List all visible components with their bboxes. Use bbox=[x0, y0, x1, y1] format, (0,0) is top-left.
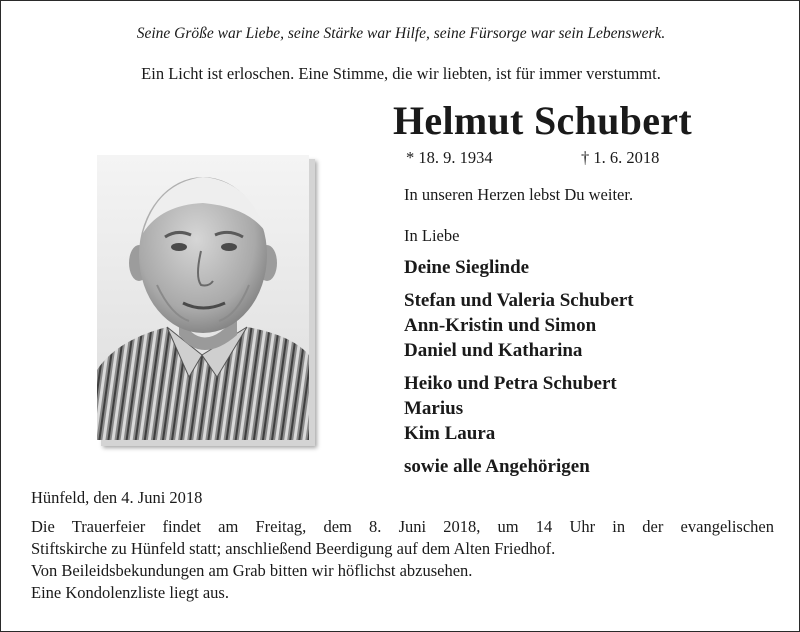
mourner-group bbox=[404, 371, 634, 446]
mourner-name: Deine Sieglinde bbox=[404, 257, 530, 278]
mourner-group bbox=[404, 454, 634, 479]
place-and-date: Hünfeld, den 4. Juni 2018 bbox=[31, 488, 203, 507]
mourner-name: Kim Laura bbox=[404, 423, 496, 444]
mourner-name: Daniel und Katharina bbox=[404, 340, 583, 361]
funeral-details bbox=[31, 516, 774, 604]
funeral-details-line: Stiftskirche zu Hünfeld statt; anschließend Beerdigung auf dem Alten Friedhof. bbox=[31, 539, 556, 558]
in-love-label: In Liebe bbox=[404, 226, 460, 245]
funeral-details-line: Eine Kondolenzliste liegt aus. bbox=[31, 583, 229, 602]
mourner-group bbox=[404, 288, 634, 363]
motto-quote: Seine Größe war Liebe, seine Stärke war Hilfe, seine Fürsorge war sein Lebenswerk. bbox=[136, 25, 666, 42]
remembrance-line: In unseren Herzen lebst Du weiter. bbox=[404, 185, 634, 204]
mourners-list bbox=[404, 255, 634, 487]
mourner-name: sowie alle Angehörigen bbox=[404, 456, 590, 477]
intro-line: Ein Licht ist erloschen. Eine Stimme, die wir liebten, ist für immer verstummt. bbox=[141, 64, 661, 83]
mourner-group bbox=[404, 255, 634, 280]
portrait-illustration bbox=[97, 155, 309, 440]
deceased-name: Helmut Schubert bbox=[393, 98, 692, 143]
funeral-details-line: Die Trauerfeier findet am Freitag, dem 8. Juni 2018, um 14 Uhr in der evangelischen bbox=[31, 517, 774, 536]
mourner-name: Heiko und Petra Schubert bbox=[404, 373, 617, 394]
portrait-photo bbox=[97, 155, 309, 440]
mourner-name: Marius bbox=[404, 398, 464, 419]
birth-date: * 18. 9. 1934 bbox=[406, 148, 493, 167]
mourner-name: Ann-Kristin und Simon bbox=[404, 315, 597, 336]
mourner-name: Stefan und Valeria Schubert bbox=[404, 290, 634, 311]
funeral-details-line: Von Beileidsbekundungen am Grab bitten wir höflichst abzusehen. bbox=[31, 561, 473, 580]
death-date: † 1. 6. 2018 bbox=[581, 148, 660, 167]
